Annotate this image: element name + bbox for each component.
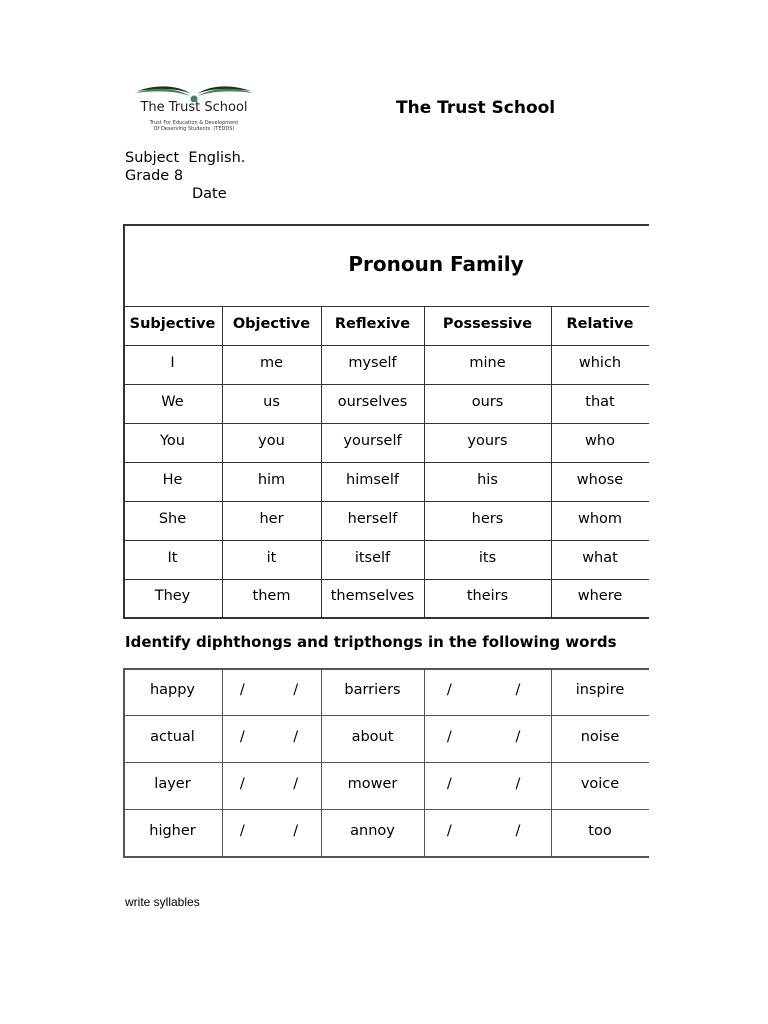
transcription-slash: /: [446, 681, 452, 698]
table-row-line: [123, 345, 649, 346]
transcription-slash: /: [293, 822, 299, 839]
table-cell: that: [585, 393, 615, 410]
table-cell: herself: [347, 510, 398, 527]
word-cell: layer: [154, 775, 191, 792]
table-cell: They: [154, 588, 191, 604]
table-row-line: [123, 306, 649, 307]
word-cell: barriers: [344, 681, 401, 698]
school-logo: [133, 82, 255, 136]
transcription-slash: /: [239, 681, 245, 698]
transcription-slash: /: [446, 728, 452, 745]
table-row-line: [123, 809, 649, 810]
transcription-slash: /: [515, 822, 521, 839]
table-cell: which: [578, 354, 622, 371]
transcription-slash: /: [515, 775, 521, 792]
table-row-line: [123, 668, 649, 670]
table-cell: yourself: [343, 432, 402, 449]
table-row-line: [123, 462, 649, 463]
table-column-line: [424, 306, 425, 617]
word-cell: higher: [149, 822, 196, 839]
instruction-text: Identify diphthongs and tripthongs in the following words: [125, 633, 617, 651]
table-cell: its: [478, 549, 497, 566]
table-row-line: [123, 501, 649, 502]
table-column-line: [551, 306, 552, 617]
table-cell: them: [252, 588, 291, 604]
word-cell: mower: [347, 775, 398, 792]
table-header-cell: Subjective: [129, 315, 216, 332]
table-cell: yours: [467, 432, 508, 449]
table-row-line: [123, 617, 649, 619]
table-cell: mine: [469, 354, 506, 371]
word-cell: actual: [150, 728, 195, 745]
subject-line: Subject English.: [125, 150, 246, 166]
transcription-slash: /: [515, 681, 521, 698]
word-cell: too: [588, 822, 612, 839]
footer-note: write syllables: [125, 895, 200, 909]
table-column-line: [222, 306, 223, 617]
transcription-slash: /: [293, 775, 299, 792]
word-cell: voice: [580, 775, 620, 792]
logo-tagline-2: Of Deserving Students. (TEDDS): [153, 126, 235, 132]
table-header-cell: Relative: [566, 315, 634, 332]
word-cell: noise: [580, 728, 620, 745]
table-cell: It: [167, 549, 178, 566]
table-cell: ours: [471, 393, 504, 410]
table-cell: his: [477, 471, 498, 488]
table-row-line: [123, 423, 649, 424]
transcription-slash: /: [239, 775, 245, 792]
logo-wings-icon: [133, 82, 255, 102]
table-cell: You: [160, 432, 185, 449]
transcription-slash: /: [293, 728, 299, 745]
table-cell: myself: [348, 354, 397, 371]
table-cell: himself: [346, 471, 399, 488]
table-row-line: [123, 856, 649, 858]
table-row-line: [123, 579, 649, 580]
table-cell: where: [577, 588, 623, 604]
table-cell: you: [258, 432, 285, 449]
table-cell: her: [259, 510, 284, 527]
table-row-line: [123, 762, 649, 763]
table-cell: themselves: [330, 588, 415, 604]
word-cell: inspire: [575, 681, 625, 698]
table-column-line: [424, 668, 425, 856]
pronoun-table: [123, 224, 649, 617]
table-cell: whom: [577, 510, 623, 527]
grade-line: Grade 8: [125, 168, 184, 184]
table-header-cell: Possessive: [442, 315, 533, 332]
table-cell: it: [266, 549, 277, 566]
transcription-slash: /: [293, 681, 299, 698]
table-row-line: [123, 384, 649, 385]
word-cell: annoy: [350, 822, 395, 839]
transcription-slash: /: [239, 822, 245, 839]
table-border-top: [123, 224, 649, 226]
date-line: Date: [192, 186, 227, 202]
diphthong-table: [123, 668, 649, 856]
table-column-line: [222, 668, 223, 856]
table-cell: itself: [354, 549, 391, 566]
table-row-line: [123, 540, 649, 541]
table-column-line: [321, 306, 322, 617]
school-title: The Trust School: [396, 98, 556, 118]
pronoun-table-title: Pronoun Family: [348, 252, 524, 276]
table-cell: me: [259, 354, 284, 371]
logo-tagline-1: Trust For Education & Development: [149, 120, 239, 126]
table-cell: ourselves: [337, 393, 408, 410]
table-cell: us: [263, 393, 280, 410]
transcription-slash: /: [515, 728, 521, 745]
word-cell: about: [351, 728, 394, 745]
table-cell: hers: [471, 510, 504, 527]
table-row-line: [123, 715, 649, 716]
word-cell: happy: [149, 681, 196, 698]
table-cell: He: [162, 471, 183, 488]
table-cell: who: [585, 432, 615, 449]
transcription-slash: /: [446, 822, 452, 839]
transcription-slash: /: [446, 775, 452, 792]
table-header-cell: Reflexive: [334, 315, 411, 332]
table-cell: I: [170, 354, 175, 371]
table-cell: him: [257, 471, 286, 488]
logo-name: The Trust School: [140, 100, 248, 115]
table-cell: what: [582, 549, 618, 566]
table-header-cell: Objective: [232, 315, 311, 332]
table-cell: She: [158, 510, 187, 527]
transcription-slash: /: [239, 728, 245, 745]
table-cell: We: [161, 393, 184, 410]
table-cell: whose: [576, 471, 624, 488]
table-cell: theirs: [466, 588, 509, 604]
